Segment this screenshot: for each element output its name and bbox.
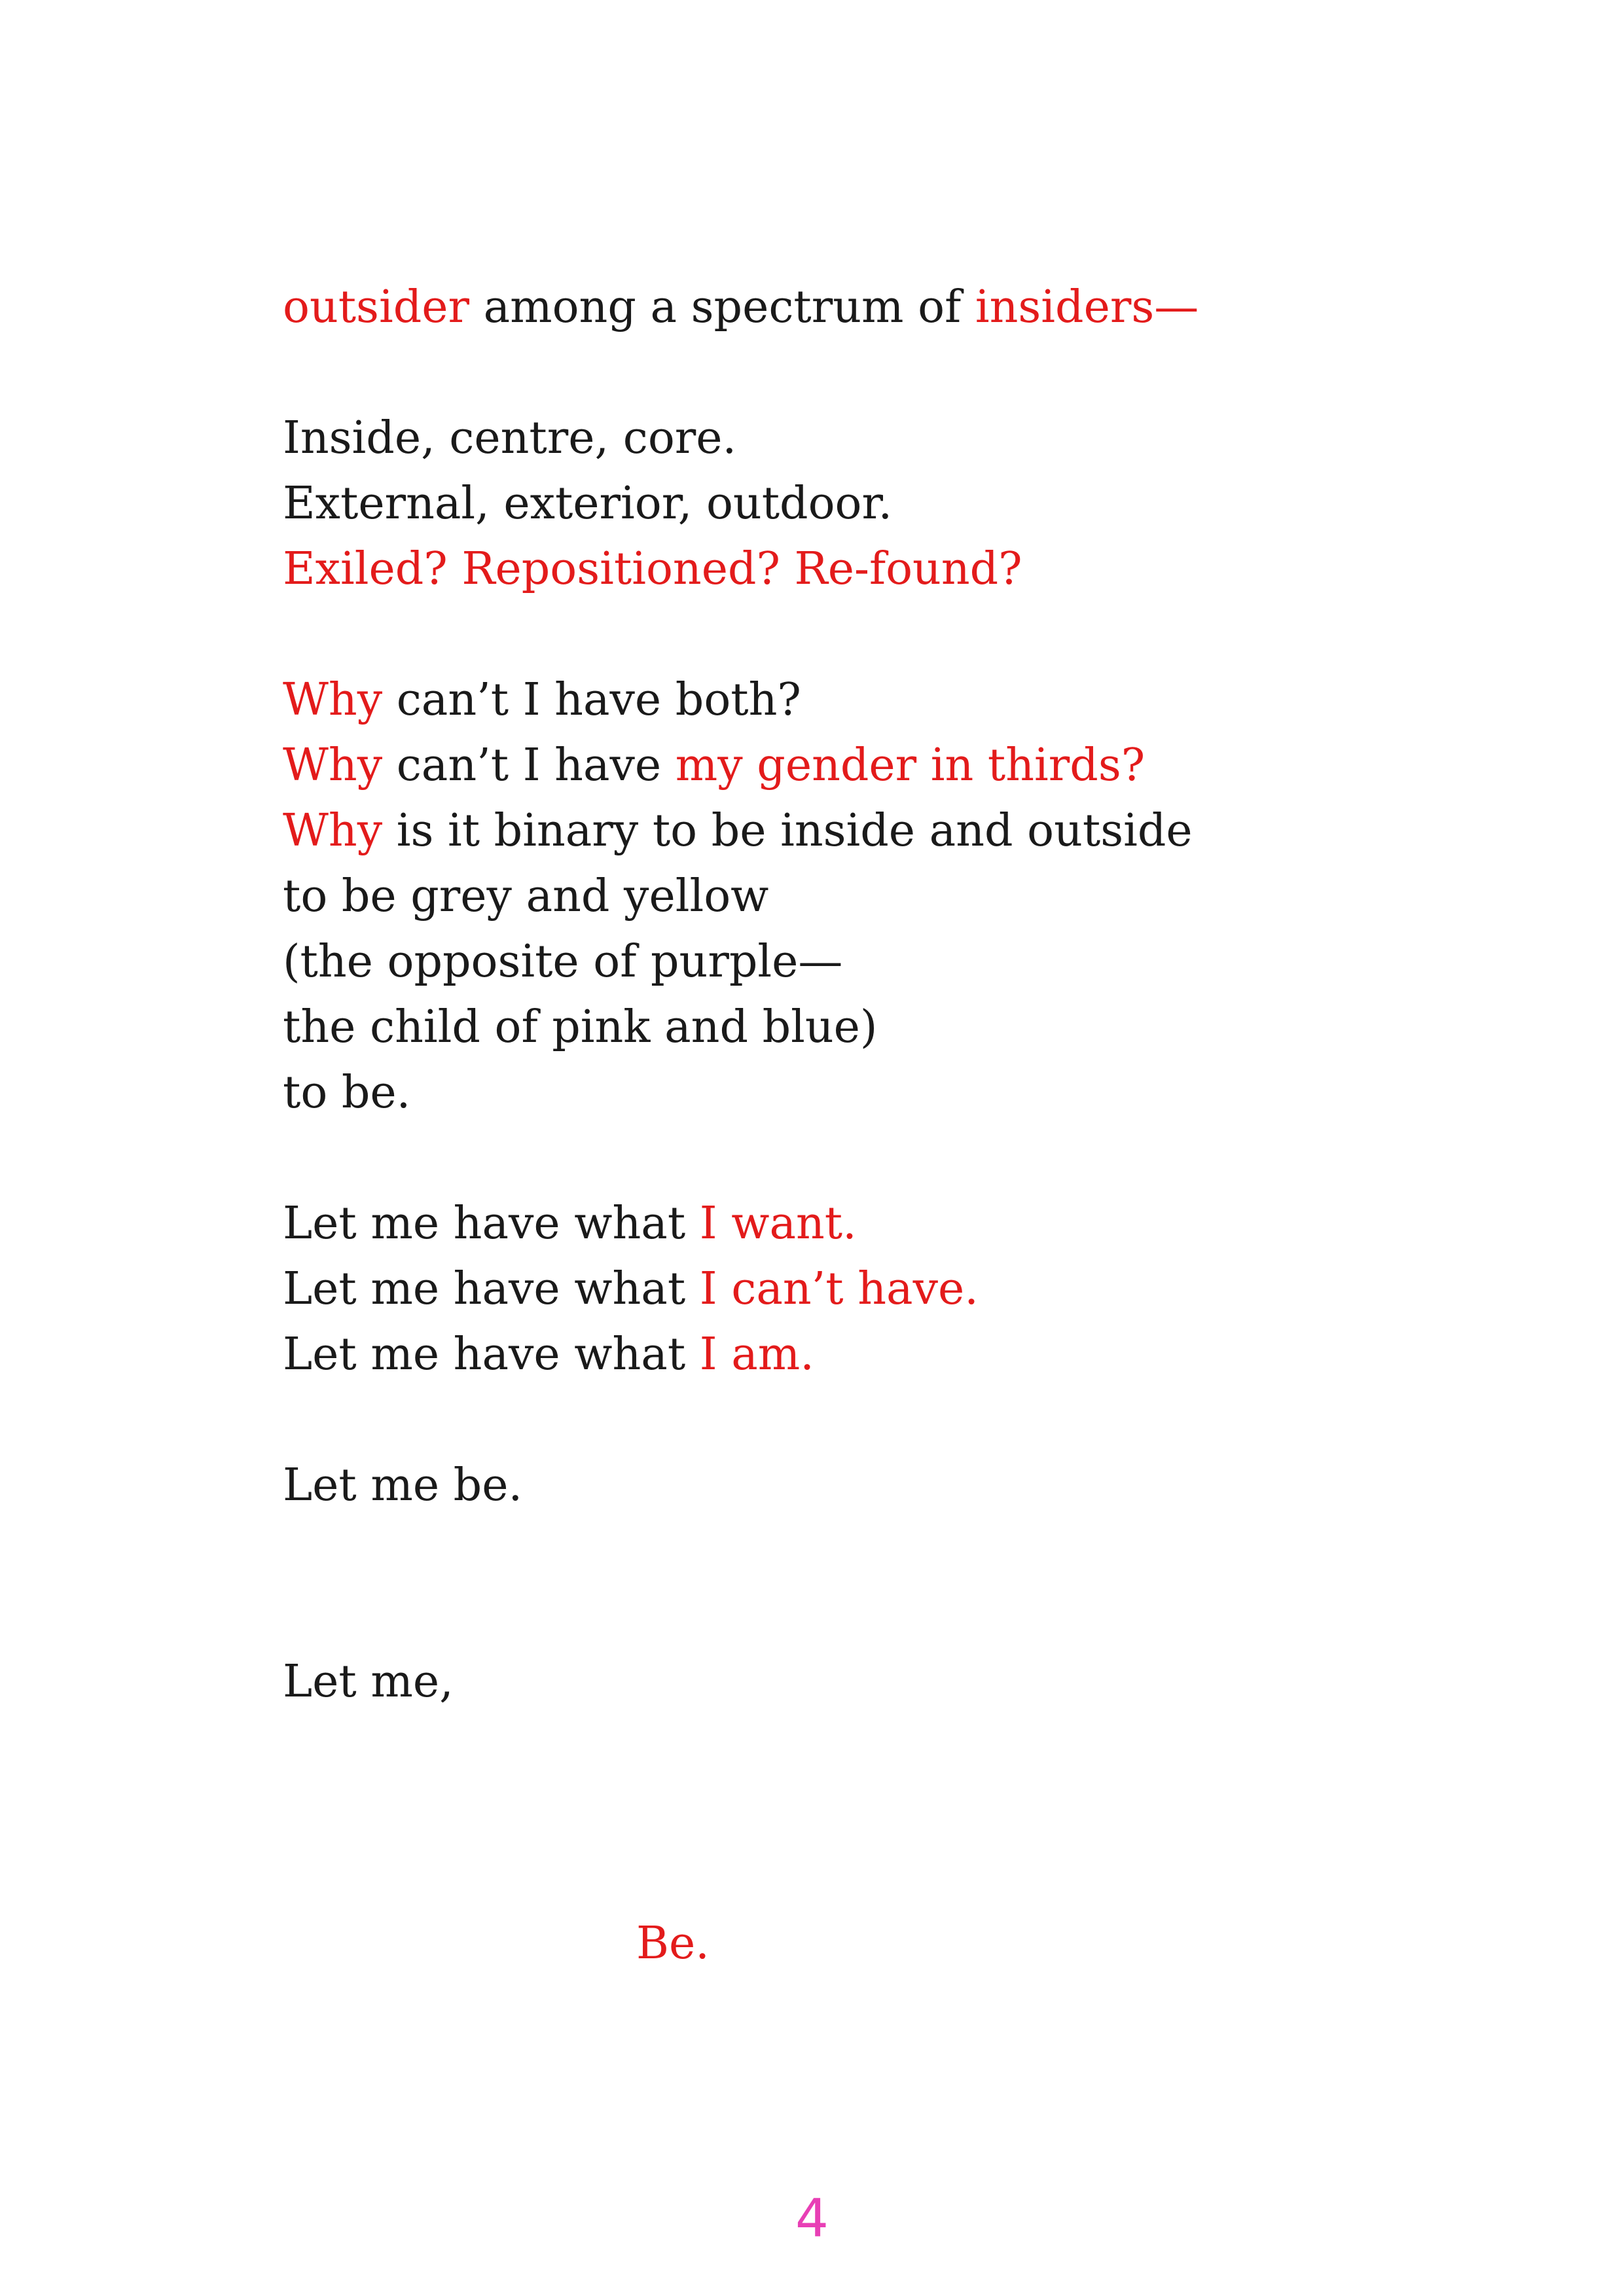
poem-line — [283, 1257, 1396, 1322]
poem-line — [283, 733, 1396, 798]
highlight-text: Why — [283, 805, 383, 857]
highlight-text: I am. — [699, 1329, 814, 1380]
poem-line — [283, 1191, 1396, 1257]
plain-text: is it binary to be inside and outside — [382, 805, 1193, 857]
highlight-text: I want. — [699, 1198, 857, 1249]
plain-text: can’t I have both? — [382, 674, 801, 726]
highlight-text: outsider — [283, 281, 469, 333]
plain-text: Let me have what — [283, 1263, 700, 1315]
plain-text: can’t I have — [382, 740, 676, 791]
poem-line — [283, 798, 1396, 864]
page-number: 4 — [795, 2188, 829, 2249]
stanza-break — [283, 1126, 1396, 1191]
stanza-break — [283, 340, 1396, 406]
plain-text: Let me have what — [283, 1198, 700, 1249]
poem-line — [283, 275, 1396, 340]
poem-line: Exiled? Repositioned? Re-found? — [283, 543, 1022, 595]
poem-line: Let me, — [283, 1656, 454, 1708]
highlight-text: Why — [283, 740, 383, 791]
highlight-text: my gender in thirds? — [675, 740, 1146, 791]
poem-line: to be grey and yellow — [283, 870, 769, 922]
poem-line: Let me be. — [283, 1460, 523, 1511]
poem-line: External, exterior, outdoor. — [283, 478, 893, 529]
stanza-break — [283, 1715, 1396, 1911]
plain-text: Let me have what — [283, 1329, 700, 1380]
highlight-text: I can’t have. — [699, 1263, 979, 1315]
poem-line — [283, 1322, 1396, 1388]
poem-line: the child of pink and blue) — [283, 1001, 878, 1053]
stanza-break — [283, 602, 1396, 668]
poem-body — [283, 275, 1396, 1977]
stanza-break — [283, 1388, 1396, 1453]
plain-text: among a spectrum of — [469, 281, 975, 333]
highlight-text: Why — [283, 674, 383, 726]
highlight-text: insiders— — [975, 281, 1199, 333]
poem-line: (the opposite of purple— — [283, 936, 843, 988]
poem-line: Inside, centre, core. — [283, 412, 737, 464]
stanza-break — [283, 1518, 1396, 1649]
poem-line — [283, 668, 1396, 733]
final-word: Be. — [636, 1918, 710, 1969]
poem-line: to be. — [283, 1067, 411, 1119]
